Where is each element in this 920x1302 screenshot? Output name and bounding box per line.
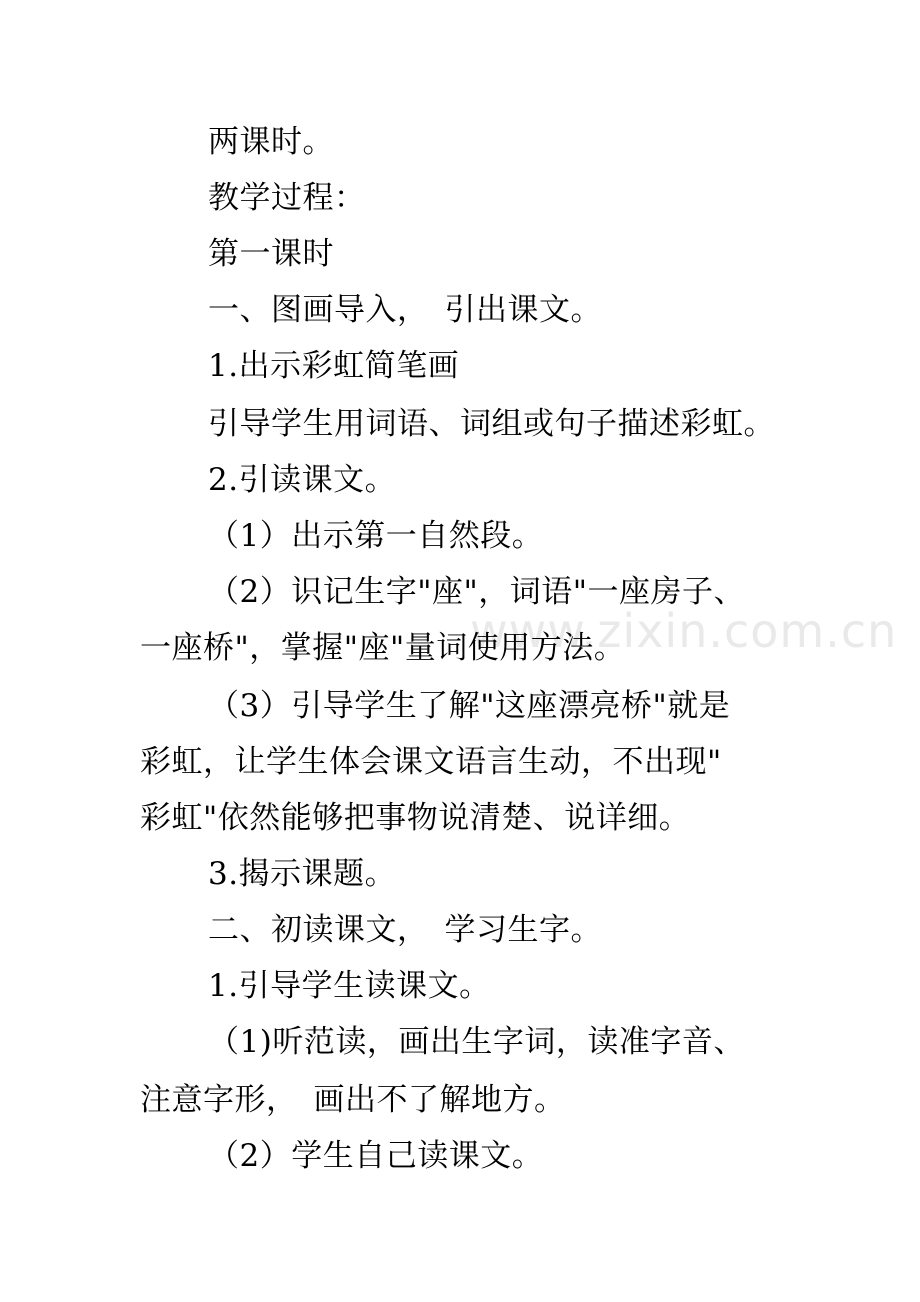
watermark: www.zixin.com.cn	[470, 604, 898, 658]
text-line-18: 注意字形， 画出不了解地方。	[140, 1082, 566, 1118]
text-line-4: 一、图画导入， 引出课文。	[208, 292, 602, 328]
text-line-1: 两课时。	[208, 124, 334, 160]
text-line-13: 彩虹"依然能够把事物说清楚、说详细。	[140, 800, 691, 836]
text-line-7: 2.引读课文。	[208, 462, 397, 498]
text-line-16: 1.引导学生读课文。	[208, 968, 491, 1004]
text-line-6: 引导学生用词语、词组或句子描述彩虹。	[208, 406, 775, 442]
text-line-5: 1.出示彩虹简笔画	[208, 348, 460, 384]
text-line-11: （3）引导学生了解"这座漂亮桥"就是	[208, 688, 731, 724]
text-line-9: （2）识记生字"座"，词语"一座房子、	[208, 574, 745, 610]
text-line-14: 3.揭示课题。	[208, 856, 397, 892]
text-line-17: （1)听范读，画出生字词，读准字音、	[208, 1024, 745, 1060]
text-line-2: 教学过程：	[208, 180, 366, 216]
text-line-12: 彩虹，让学生体会课文语言生动，不出现"	[140, 744, 722, 780]
text-line-10: 一座桥"，掌握"座"量词使用方法。	[140, 630, 626, 666]
text-line-19: （2）学生自己读课文。	[208, 1138, 544, 1174]
text-line-3: 第一课时	[208, 236, 334, 272]
text-line-15: 二、初读课文， 学习生字。	[208, 912, 602, 948]
text-line-8: （1）出示第一自然段。	[208, 518, 544, 554]
